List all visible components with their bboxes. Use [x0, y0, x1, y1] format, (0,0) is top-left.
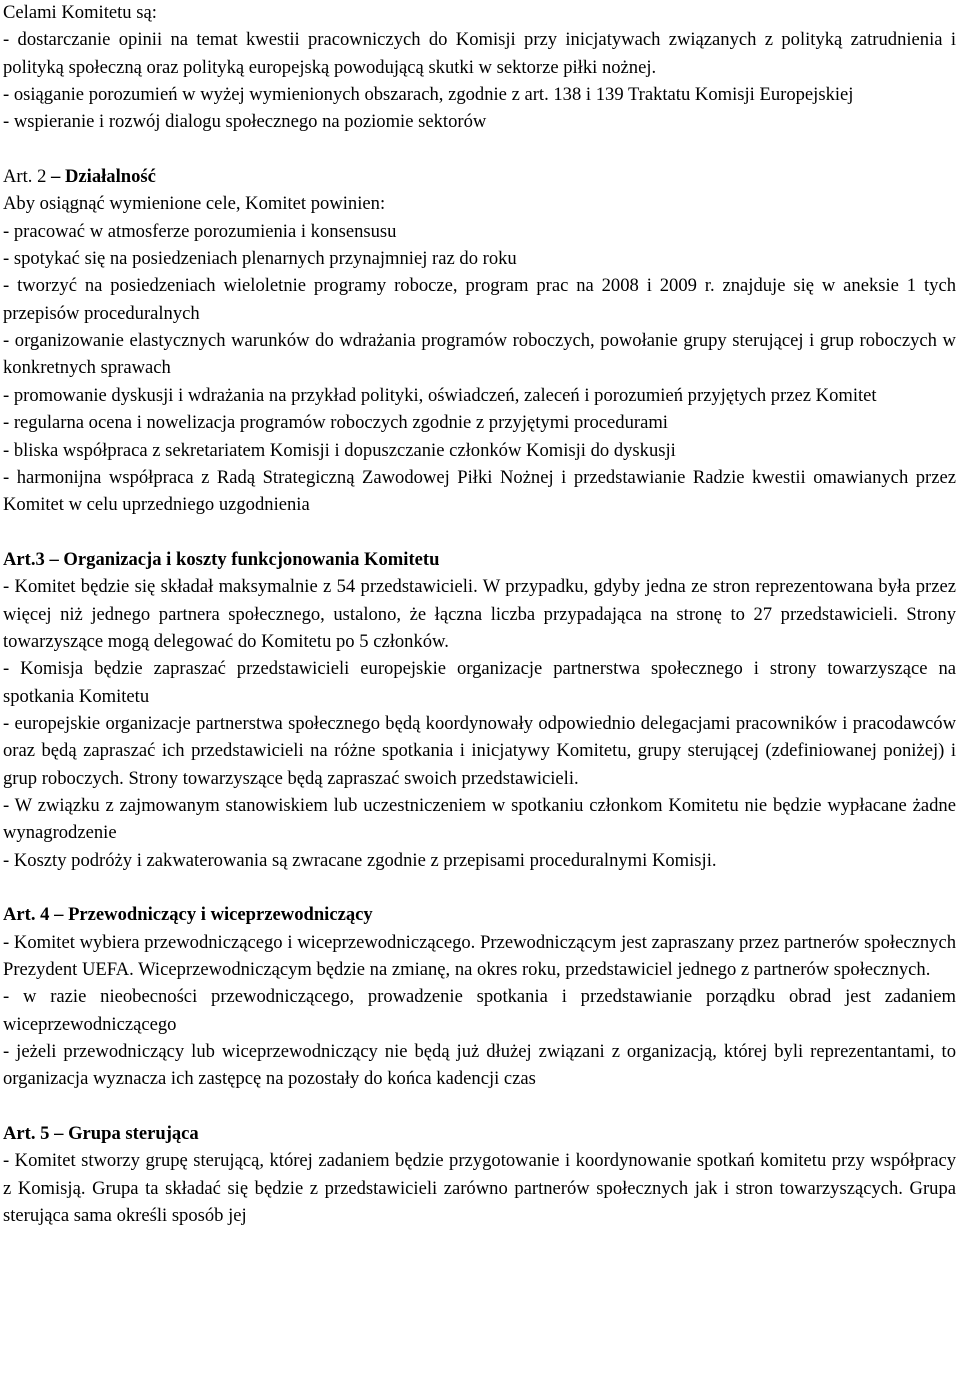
paragraph-spacer — [3, 874, 956, 901]
art3-item-5: - Koszty podróży i zakwaterowania są zwracane zgodnie z przepisami proceduralnymi Komisji. — [3, 849, 717, 871]
art3-heading — [3, 546, 956, 573]
intro-item-1: - dostarczanie opinii na temat kwestii pracowniczych do Komisji przy inicjatywach związanych z polityką zatrudnienia i polityką społeczną oraz polityką europejską powodującą skutki w sektorze piłki nożnej. — [3, 29, 956, 78]
art5-number: Art. 5 — [3, 1123, 50, 1145]
art5-item-1: - Komitet stworzy grupę sterującą, której zadaniem będzie przygotowanie i koordynowanie spotkań komitetu przy współpracy z Komisją. Grupa ta składać się będzie z przedstawicieli zarówno partnerów społecznych jak i stron towarzyszących. Grupa sterująca sama określi sposób jej — [3, 1150, 956, 1227]
intro-item-2: - osiąganie porozumień w wyżej wymienionych obszarach, zgodnie z art. 138 i 139 Traktatu Komisji Europejskiej — [3, 84, 854, 106]
art4-item-1: - Komitet wybiera przewodniczącego i wiceprzewodniczącego. Przewodniczącym jest zapraszany przez partnerów społecznych Prezydent UEFA. Wiceprzewodniczącym będzie na zmianę, na okres roku, przedstawiciel jednego z partnerów społecznych. — [3, 931, 956, 981]
art4-title: – Przewodniczący i wiceprzewodniczący — [54, 904, 373, 926]
art4-number: Art. 4 — [3, 904, 50, 926]
art4-item-2: - w razie nieobecności przewodniczącego, prowadzenie spotkania i przedstawianie porządku obrad jest zadaniem wiceprzewodniczącego — [3, 986, 956, 1035]
art3-item-3: - europejskie organizacje partnerstwa społecznego będą koordynowały odpowiednio delegacjami pracowników i pracodawców oraz będą zapraszać ich przedstawicieli na różne spotkania i inicjatywy Komitetu, grupy sterującej (zdefiniowanej poniżej) i grup roboczych. Strony towarzyszące będą zapraszać swoich przedstawicieli. — [3, 712, 956, 789]
art2-title: – Działalność — [51, 166, 156, 188]
intro-heading: Celami Komitetu są: — [3, 2, 157, 23]
art2-item-7: - bliska współpraca z sekretariatem Komisji i dopuszczanie członków Komisji do dyskusji — [3, 439, 676, 461]
art3-title: – Organizacja i koszty funkcjonowania Komitetu — [49, 548, 440, 570]
art2-item-4: - organizowanie elastycznych warunków do wdrażania programów roboczych, powołanie grupy sterującej i grup roboczych w konkretnych sprawach — [3, 330, 956, 379]
art3-item-4: - W związku z zajmowanym stanowiskiem lub uczestniczeniem w spotkaniu członkom Komitetu nie będzie wypłacane żadne wynagrodzenie — [3, 794, 956, 844]
art3-item-1: - Komitet będzie się składał maksymalnie z 54 przedstawicieli. W przypadku, gdyby jedna ze stron reprezentowana była przez więcej niż jednego partnera społecznego, ustalono, że łączna liczba przypadająca na stronę to 27 przedstawicieli. Strony towarzyszące mogą delegować do Komitetu po 5 członków. — [3, 576, 956, 652]
document-page — [3, 0, 956, 1229]
art2-heading — [3, 163, 956, 190]
art2-number: Art. 2 — [3, 166, 47, 188]
art2-lead: Aby osiągnąć wymienione cele, Komitet powinien: — [3, 193, 386, 215]
art2-item-2: - spotykać się na posiedzeniach plenarnych przynajmniej raz do roku — [3, 248, 517, 270]
paragraph-spacer — [3, 1093, 956, 1120]
art5-heading — [3, 1120, 956, 1147]
art4-heading — [3, 901, 956, 928]
paragraph-spacer — [3, 519, 956, 546]
art2-item-5: - promowanie dyskusji i wdrażania na przykład polityki, oświadczeń, zaleceń i porozumień przyjętych przez Komitet — [3, 384, 877, 406]
art2-item-6: - regularna ocena i nowelizacja programów roboczych zgodnie z przyjętymi procedurami — [3, 412, 668, 434]
paragraph-spacer — [3, 136, 956, 163]
art2-item-3: - tworzyć na posiedzeniach wieloletnie programy robocze, program prac na 2008 i 2009 r. znajduje się w aneksie 1 tych przepisów proceduralnych — [3, 275, 956, 324]
intro-item-3: - wspieranie i rozwój dialogu społecznego na poziomie sektorów — [3, 111, 487, 133]
art2-item-8: - harmonijna współpraca z Radą Strategiczną Zawodowej Piłki Nożnej i przedstawianie Radzie kwestii omawianych przez Komitet w celu uprzedniego uzgodnienia — [3, 466, 956, 516]
art5-title: – Grupa sterująca — [54, 1123, 199, 1145]
art3-item-2: - Komisja będzie zapraszać przedstawicieli europejskie organizacje partnerstwa społecznego i strony towarzyszące na spotkania Komitetu — [3, 658, 956, 707]
art4-item-3: - jeżeli przewodniczący lub wiceprzewodniczący nie będą już dłużej związani z organizacją, której byli reprezentantami, to organizacja wyznacza ich zastępcę na pozostały do końca kadencji czas — [3, 1041, 956, 1090]
art2-item-1: - pracować w atmosferze porozumienia i konsensusu — [3, 220, 397, 242]
art3-number: Art.3 — [3, 548, 45, 570]
